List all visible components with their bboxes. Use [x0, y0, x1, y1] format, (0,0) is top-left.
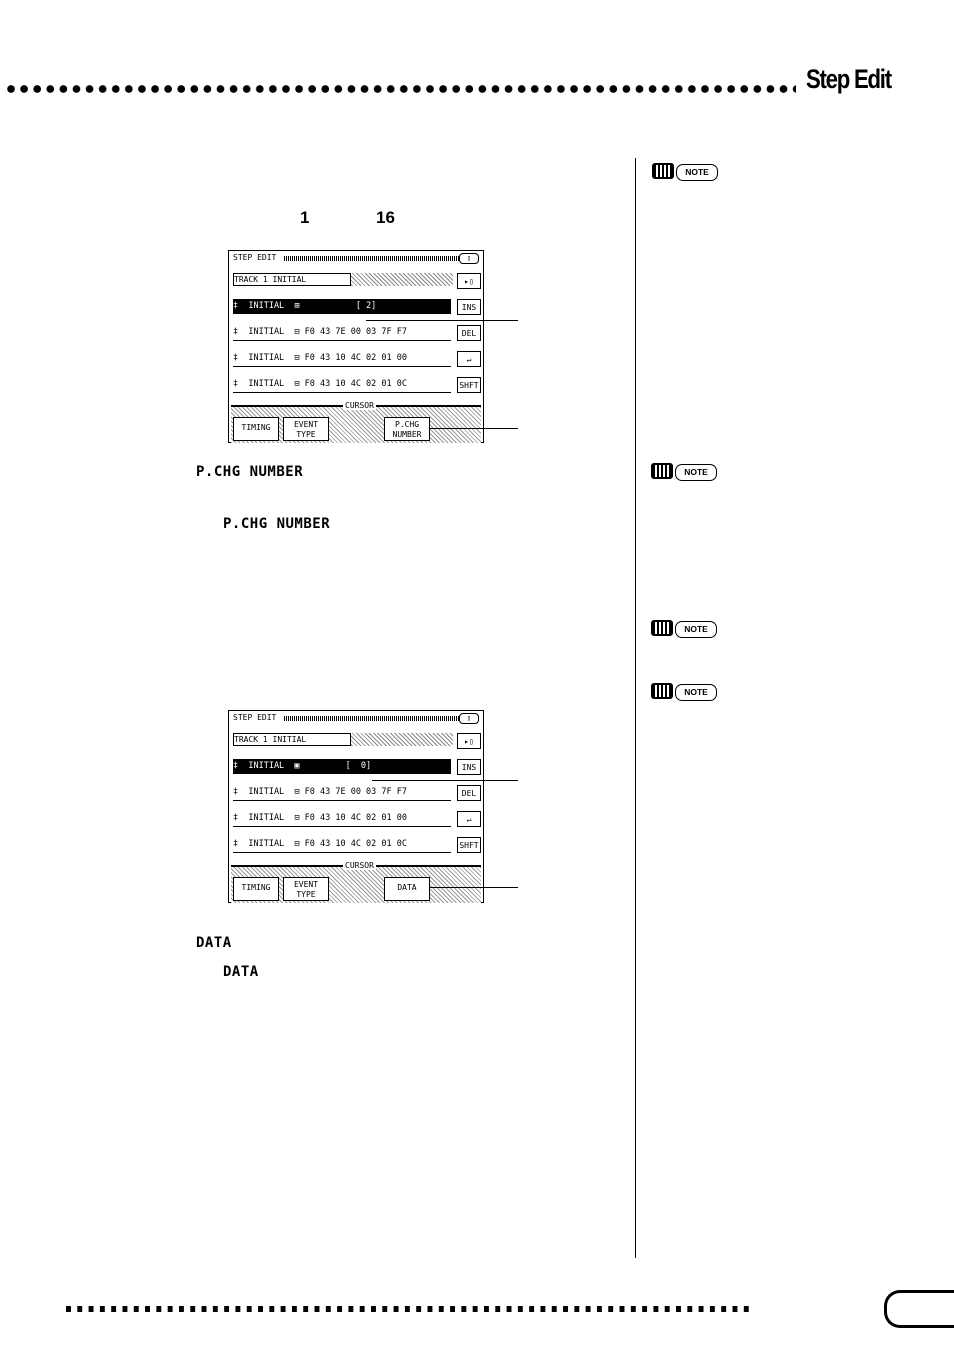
event-row[interactable]: ‡ INITIAL ⊟ F0 43 10 4C 02 01 00: [233, 351, 451, 367]
header-dot-rule: [6, 83, 796, 95]
callout-line: [430, 428, 518, 429]
callout-line: [430, 887, 518, 888]
track-row: [233, 733, 453, 746]
note-badge: [651, 620, 715, 638]
note-label: NOTE: [675, 684, 717, 701]
track-label: TRACK 1 INITIAL: [233, 273, 351, 286]
cursor-panel: [231, 401, 481, 443]
timing-button[interactable]: TIMING: [233, 877, 279, 901]
data-label: DATA: [196, 935, 232, 951]
step-number-from: 1: [300, 208, 310, 227]
event-row[interactable]: ‡ INITIAL ⊟ F0 43 10 4C 02 01 00: [233, 811, 451, 827]
cursor-panel: [231, 861, 481, 903]
save-icon[interactable]: ▸▯: [457, 733, 481, 749]
note-badge: [651, 463, 715, 481]
note-badge: [651, 683, 715, 701]
pchg-number-label: P.CHG NUMBER: [223, 516, 331, 532]
event-row-selected[interactable]: ‡ INITIAL ⊞ [ 2]: [233, 299, 451, 314]
event-row[interactable]: ‡ INITIAL ⊟ F0 43 10 4C 02 01 0C: [233, 377, 451, 393]
note-icon: [651, 463, 673, 479]
track-label: TRACK 1 INITIAL: [233, 733, 351, 746]
callout-line: [366, 320, 518, 321]
delete-button[interactable]: DEL: [457, 325, 481, 341]
lcd-title: STEP EDIT: [233, 713, 277, 722]
callout-line: [372, 780, 518, 781]
lcd-title-bar: [284, 256, 459, 261]
lcd-title-bar: [284, 716, 459, 721]
event-row[interactable]: ‡ INITIAL ⊟ F0 43 10 4C 02 01 0C: [233, 837, 451, 853]
lcd-screen-pchg: [228, 250, 484, 443]
shift-button[interactable]: SHFT: [457, 377, 481, 393]
page-tab-marker: [884, 1290, 954, 1328]
note-badge: [652, 163, 716, 181]
battery-icon: ▯: [459, 713, 479, 724]
data-button[interactable]: DATA: [384, 877, 430, 901]
lcd-screen-data: [228, 710, 484, 903]
note-label: NOTE: [675, 621, 717, 638]
event-row[interactable]: ‡ INITIAL ⊟ F0 43 7E 00 03 7F F7: [233, 785, 451, 801]
note-label: NOTE: [675, 464, 717, 481]
event-type-button[interactable]: EVENT TYPE: [283, 417, 329, 441]
step-number-to: 16: [376, 208, 395, 227]
battery-icon: ▯: [459, 253, 479, 264]
event-row-selected[interactable]: ‡ INITIAL ▣ [ 0]: [233, 759, 451, 774]
enter-icon[interactable]: ↵: [457, 351, 481, 367]
note-icon: [652, 163, 674, 179]
footer-dash-rule: [66, 1306, 752, 1314]
lcd-title: STEP EDIT: [233, 253, 277, 262]
insert-button[interactable]: INS: [457, 299, 481, 315]
data-label: DATA: [223, 964, 259, 980]
save-icon[interactable]: ▸▯: [457, 273, 481, 289]
enter-icon[interactable]: ↵: [457, 811, 481, 827]
event-type-button[interactable]: EVENT TYPE: [283, 877, 329, 901]
cursor-label: CURSOR: [345, 401, 374, 410]
note-label: NOTE: [676, 164, 718, 181]
track-row: [233, 273, 453, 286]
page-title: Step Edit: [806, 64, 891, 94]
shift-button[interactable]: SHFT: [457, 837, 481, 853]
pchg-number-button[interactable]: P.CHG NUMBER: [384, 417, 430, 441]
note-icon: [651, 683, 673, 699]
column-divider: [635, 158, 636, 1258]
delete-button[interactable]: DEL: [457, 785, 481, 801]
cursor-label: CURSOR: [345, 861, 374, 870]
timing-button[interactable]: TIMING: [233, 417, 279, 441]
insert-button[interactable]: INS: [457, 759, 481, 775]
note-icon: [651, 620, 673, 636]
pchg-number-label: P.CHG NUMBER: [196, 464, 304, 480]
event-row[interactable]: ‡ INITIAL ⊟ F0 43 7E 00 03 7F F7: [233, 325, 451, 341]
